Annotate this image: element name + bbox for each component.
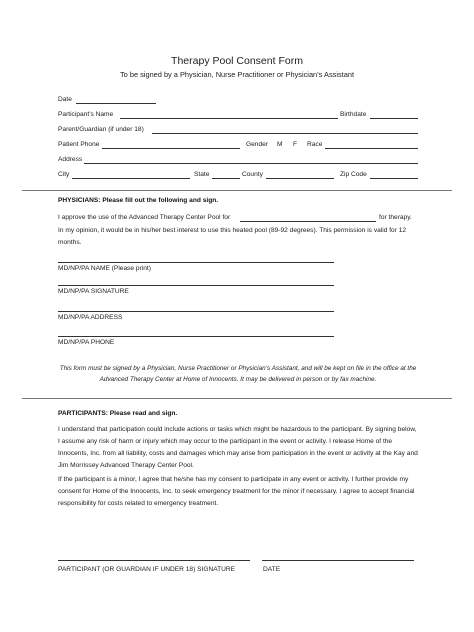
address-label: Address	[58, 156, 83, 163]
patient-phone-field[interactable]	[102, 148, 240, 149]
state-label: State	[194, 171, 210, 178]
section-divider-bottom	[22, 398, 452, 399]
physician-name-label: MD/NP/PA NAME (Please print)	[58, 265, 151, 272]
minor-consent-text: If the participant is a minor, I agree that he/she has my consent to participate in any event or activity. I further provide my consent for Home of the Innocents, Inc. to seek emergency treatment for the minor if necessary. I agree to accept financial responsibility for costs related to emergency treatment.	[58, 476, 415, 507]
physician-phone-label: MD/NP/PA PHONE	[58, 339, 115, 346]
physicians-heading: PHYSICIANS: Please fill out the following and sign.	[58, 197, 219, 204]
zip-code-label: Zip Code	[340, 171, 367, 178]
opinion-text: In my opinion, it would be in his/her best interest to use this heated pool (89-92 degrees). This permission is valid for 12 months.	[58, 227, 407, 246]
race-field[interactable]	[325, 148, 418, 149]
participants-heading: PARTICIPANTS: Please read and sign.	[58, 410, 178, 417]
county-label: County	[242, 171, 263, 178]
birthdate-label: Birthdate	[340, 111, 367, 118]
race-label: Race	[307, 141, 323, 148]
participant-date-label: DATE	[263, 566, 281, 573]
therapy-purpose-field[interactable]	[240, 221, 376, 222]
liability-release-text: I understand that participation could include actions or tasks which might be hazardous to the participant. By signing below, I assume any risk of harm or injury which may occur to the participant in the event or activity. I release Home of the Innocents, Inc. from all liability, costs and damages which may arise from participation in the event or activity at the Kay and Jim Morrissey Advanced Therapy Center Pool.	[58, 426, 418, 469]
form-subtitle: To be signed by a Physician, Nurse Practitioner or Physician’s Assistant	[119, 70, 354, 79]
physician-name-field[interactable]	[58, 262, 334, 263]
gender-m-option[interactable]: M	[277, 141, 283, 148]
participant-signature-label: PARTICIPANT (OR GUARDIAN IF UNDER 18) SIGNATURE	[58, 566, 236, 573]
county-field[interactable]	[266, 178, 334, 179]
patient-phone-label: Patient Phone	[58, 141, 100, 148]
parent-guardian-field[interactable]	[152, 133, 418, 134]
approve-use-text: I approve the use of the Advanced Therapy Center Pool for	[58, 214, 231, 221]
zip-code-field[interactable]	[370, 178, 418, 179]
date-field[interactable]	[76, 103, 156, 104]
date-label: Date	[58, 96, 72, 103]
city-label: City	[58, 171, 70, 178]
participant-name-label: Participant’s Name	[58, 111, 114, 118]
address-field[interactable]	[84, 163, 418, 164]
for-therapy-text: for therapy.	[379, 214, 412, 221]
parent-guardian-label: Parent/Guardian (if under 18)	[58, 126, 144, 133]
participant-date-field[interactable]	[262, 560, 414, 561]
gender-label: Gender	[246, 141, 268, 148]
participant-signature-field[interactable]	[58, 560, 250, 561]
physician-address-label: MD/NP/PA ADDRESS	[58, 314, 123, 321]
gender-f-option[interactable]: F	[293, 141, 298, 148]
physician-signature-label: MD/NP/PA SIGNATURE	[58, 288, 129, 295]
birthdate-field[interactable]	[370, 118, 418, 119]
physician-phone-field[interactable]	[58, 336, 334, 337]
participant-name-field[interactable]	[120, 118, 338, 119]
state-field[interactable]	[212, 178, 240, 179]
form-title: Therapy Pool Consent Form	[171, 55, 303, 67]
city-field[interactable]	[72, 178, 190, 179]
physician-signature-field[interactable]	[58, 285, 334, 286]
section-divider-top	[22, 190, 452, 191]
submission-note: This form must be signed by a Physician, Nurse Practitioner or Physician’s Assistant, and will be kept on file in the office at the Advanced Therapy Center at Home of Innocents. It may be delivered in person or by fax machine.	[59, 365, 417, 383]
physician-address-field[interactable]	[58, 311, 334, 312]
